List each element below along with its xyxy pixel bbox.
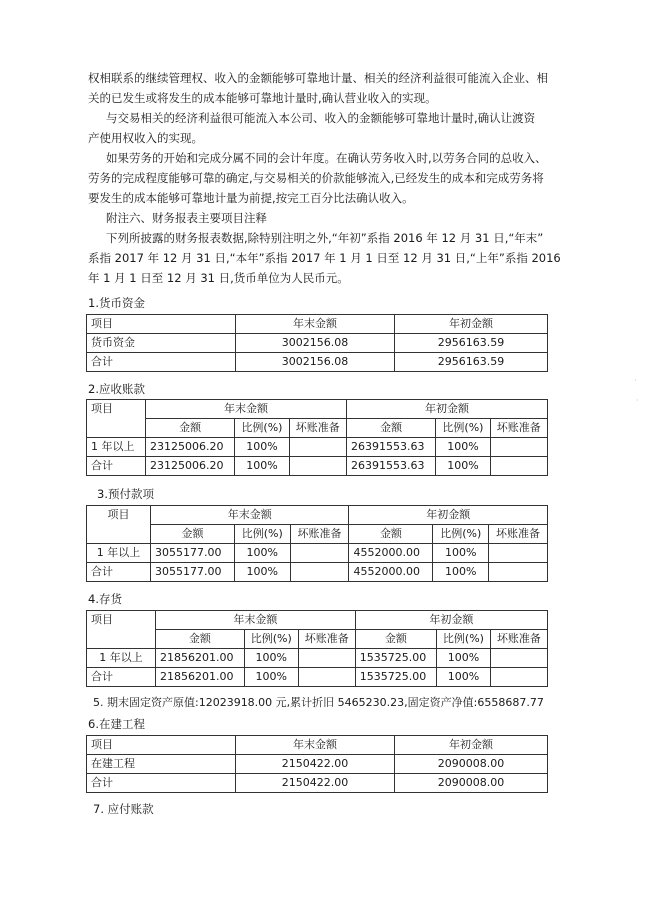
scan-mark: · <box>634 376 637 385</box>
subheader-bad-debt: 坏账准备 <box>290 525 349 544</box>
cell-amount: 21856201.00 <box>156 649 245 668</box>
row-name: 合计 <box>87 563 151 582</box>
cell-bad-debt <box>298 668 355 687</box>
subheader-ratio: 比例(%) <box>433 525 489 544</box>
table-prepayments <box>86 505 548 582</box>
table-inventory <box>86 610 548 687</box>
table-row <box>87 438 548 457</box>
cell-bad-debt <box>489 563 548 582</box>
header-year-end: 年末金额 <box>146 400 347 419</box>
paragraph-line: 如果劳务的开始和完成分属不同的会计年度。在确认劳务收入时,以劳务合同的总收入、 <box>106 151 547 165</box>
table-header-row <box>87 611 548 630</box>
cell-amount: 4552000.00 <box>349 544 433 563</box>
header-item: 项目 <box>87 400 146 438</box>
cell-year-end: 3002156.08 <box>236 334 395 353</box>
cell-ratio: 100% <box>234 563 290 582</box>
section-heading-construction: 6.在建工程 <box>88 717 145 731</box>
cell-amount: 3055177.00 <box>151 563 235 582</box>
fixed-assets-summary: 5. 期末固定资产原值:12023918.00 元,累计折旧 5465230.23,固定资产净值:6558687.77 <box>93 696 544 709</box>
row-name: 合计 <box>87 353 236 372</box>
table-row <box>87 563 548 582</box>
table-row <box>87 353 548 372</box>
cell-year-begin: 2956163.59 <box>395 334 548 353</box>
cell-bad-debt <box>290 563 349 582</box>
header-year-begin: 年初金额 <box>395 315 548 334</box>
section-heading-inventory: 4.存货 <box>88 592 122 606</box>
cell-ratio: 100% <box>437 668 491 687</box>
cell-ratio: 100% <box>244 649 298 668</box>
subheader-bad-debt: 坏账准备 <box>490 630 547 649</box>
table-header-row <box>87 736 548 755</box>
header-year-begin: 年初金额 <box>346 400 547 419</box>
section-heading-receivables: 2.应收账款 <box>88 382 145 396</box>
paragraph-line: 系指 2017 年 12 月 31 日,“本年”系指 2017 年 1 月 1 日至 12 月 31 日,“上年”系指 2016 <box>88 251 561 265</box>
header-item: 项目 <box>87 611 156 649</box>
subheader-amount: 金额 <box>156 630 245 649</box>
cell-ratio: 100% <box>244 668 298 687</box>
subheader-ratio: 比例(%) <box>244 630 298 649</box>
cell-ratio: 100% <box>433 563 489 582</box>
subheader-bad-debt: 坏账准备 <box>489 525 548 544</box>
cell-amount: 26391553.63 <box>346 457 435 476</box>
cell-amount: 4552000.00 <box>349 563 433 582</box>
cell-ratio: 100% <box>234 544 290 563</box>
table-row <box>87 649 548 668</box>
cell-year-begin: 2956163.59 <box>395 353 548 372</box>
scan-mark: · <box>636 396 639 405</box>
table-row <box>87 334 548 353</box>
subheader-ratio: 比例(%) <box>234 525 290 544</box>
subheader-amount: 金额 <box>146 419 235 438</box>
cell-bad-debt <box>489 544 548 563</box>
notes-paragraphs <box>88 68 568 288</box>
subheader-ratio: 比例(%) <box>437 630 491 649</box>
paragraph-line: 年 1 月 1 日至 12 月 31 日,货币单位为人民币元。 <box>88 271 349 285</box>
subheader-ratio: 比例(%) <box>235 419 289 438</box>
cell-bad-debt <box>490 649 547 668</box>
table-row <box>87 544 548 563</box>
notes-title: 附注六、财务报表主要项目注释 <box>106 211 267 225</box>
cell-amount: 23125006.20 <box>146 438 235 457</box>
cell-bad-debt <box>490 438 547 457</box>
cell-year-begin: 2090008.00 <box>395 774 548 793</box>
row-name: 1 年以上 <box>87 649 156 668</box>
subheader-ratio: 比例(%) <box>436 419 490 438</box>
paragraph-line: 要发生的成本能够可靠地计量为前提,按完工百分比法确认收入。 <box>88 191 414 205</box>
table-header-row <box>87 506 548 525</box>
header-year-end: 年末金额 <box>151 506 349 525</box>
row-name: 合计 <box>87 457 146 476</box>
row-name: 1 年以上 <box>87 544 151 563</box>
table-row <box>87 457 548 476</box>
paragraph-line: 产使用权收入的实现。 <box>88 131 203 145</box>
cell-ratio: 100% <box>235 457 289 476</box>
row-name: 合计 <box>87 668 156 687</box>
table-row <box>87 774 548 793</box>
subheader-amount: 金额 <box>349 525 433 544</box>
row-name: 货币资金 <box>87 334 236 353</box>
subheader-amount: 金额 <box>151 525 235 544</box>
cell-amount: 21856201.00 <box>156 668 245 687</box>
subheader-amount: 金额 <box>355 630 436 649</box>
header-year-begin: 年初金额 <box>395 736 548 755</box>
header-item: 项目 <box>87 506 151 544</box>
paragraph-line: 劳务的完成程度能够可靠的确定,与交易相关的价款能够流入,已经发生的成本和完成劳务将 <box>88 171 544 185</box>
paragraph-line: 关的已发生或将发生的成本能够可靠地计量时,确认营业收入的实现。 <box>88 91 437 105</box>
cell-amount: 26391553.63 <box>346 438 435 457</box>
cell-year-end: 2150422.00 <box>236 755 395 774</box>
table-header-row <box>87 400 548 419</box>
paragraph-line: 下列所披露的财务报表数据,除特别注明之外,“年初”系指 2016 年 12 月 31 日,“年末” <box>106 231 544 245</box>
row-name: 1 年以上 <box>87 438 146 457</box>
cell-amount: 1535725.00 <box>355 649 436 668</box>
table-subheader-row <box>87 419 548 438</box>
cell-amount: 3055177.00 <box>151 544 235 563</box>
header-year-end: 年末金额 <box>236 315 395 334</box>
cell-amount: 1535725.00 <box>355 668 436 687</box>
cell-bad-debt <box>289 438 346 457</box>
table-cash <box>86 314 548 372</box>
cell-ratio: 100% <box>235 438 289 457</box>
cell-bad-debt <box>490 457 547 476</box>
table-construction <box>86 735 548 793</box>
section-heading-cash: 1.货币资金 <box>88 296 145 310</box>
table-row <box>87 755 548 774</box>
cell-bad-debt <box>289 457 346 476</box>
subheader-bad-debt: 坏账准备 <box>490 419 547 438</box>
table-header-row <box>87 315 548 334</box>
table-subheader-row <box>87 630 548 649</box>
cell-bad-debt <box>490 668 547 687</box>
cell-year-end: 2150422.00 <box>236 774 395 793</box>
cell-bad-debt <box>290 544 349 563</box>
cell-year-end: 3002156.08 <box>236 353 395 372</box>
row-name: 在建工程 <box>87 755 236 774</box>
header-item: 项目 <box>87 736 236 755</box>
header-year-end: 年末金额 <box>156 611 356 630</box>
cell-year-begin: 2090008.00 <box>395 755 548 774</box>
header-year-begin: 年初金额 <box>349 506 548 525</box>
cell-ratio: 100% <box>436 438 490 457</box>
cell-ratio: 100% <box>433 544 489 563</box>
cell-bad-debt <box>298 649 355 668</box>
row-name: 合计 <box>87 774 236 793</box>
header-year-end: 年末金额 <box>236 736 395 755</box>
subheader-bad-debt: 坏账准备 <box>298 630 355 649</box>
header-year-begin: 年初金额 <box>355 611 547 630</box>
table-receivables <box>86 399 548 476</box>
table-subheader-row <box>87 525 548 544</box>
subheader-amount: 金额 <box>346 419 435 438</box>
cell-ratio: 100% <box>437 649 491 668</box>
cell-amount: 23125006.20 <box>146 457 235 476</box>
table-row <box>87 668 548 687</box>
header-item: 项目 <box>87 315 236 334</box>
section-heading-prepayments: 3.预付款项 <box>97 487 154 501</box>
paragraph-line: 权相联系的继续管理权、收入的金额能够可靠地计量、相关的经济利益很可能流入企业、相 <box>88 71 548 85</box>
subheader-bad-debt: 坏账准备 <box>289 419 346 438</box>
cell-ratio: 100% <box>436 457 490 476</box>
section-heading-payables: 7. 应付账款 <box>93 802 154 816</box>
paragraph-line: 与交易相关的经济利益很可能流入本公司、收入的金额能够可靠地计量时,确认让渡资 <box>106 111 536 125</box>
